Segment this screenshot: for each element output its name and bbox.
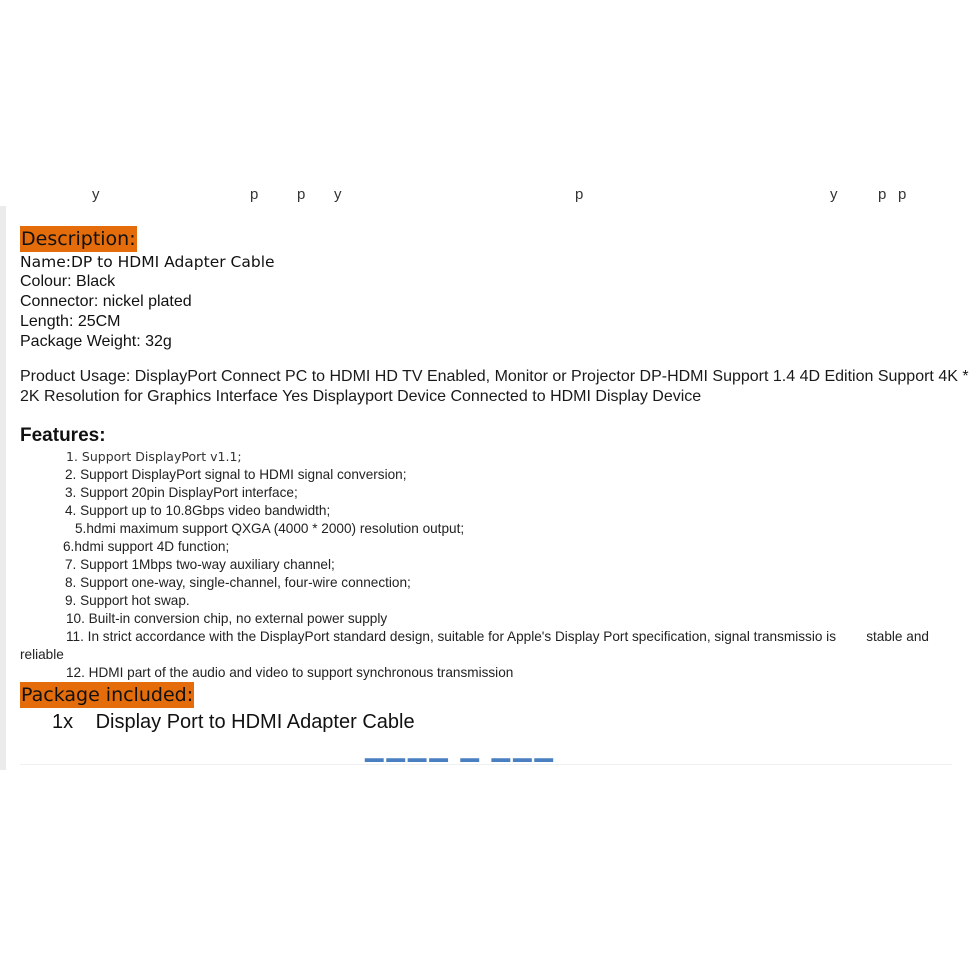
product-length: Length: 25CM xyxy=(20,313,121,330)
product-description xyxy=(20,226,972,735)
description-heading: Description: xyxy=(21,228,136,250)
product-usage: Product Usage: DisplayPort Connect PC to HDMI HD TV Enabled, Monitor or Projector DP-HDMI Support 1.4 4D Edition Support 4K * 2K Resolution for Graphics Interface Yes Displayport Device Connected to HDMI Display Device xyxy=(20,368,969,405)
feature-item: 7. Support 1Mbps two-way auxiliary channel; xyxy=(65,557,335,572)
feature-item: 3. Support 20pin DisplayPort interface; xyxy=(65,485,298,500)
package-heading: Package included: xyxy=(21,684,194,706)
feature-item: 10. Built-in conversion chip, no external power supply xyxy=(66,611,388,626)
feature-item: 4. Support up to 10.8Gbps video bandwidth; xyxy=(65,503,331,518)
feature-item: 12. HDMI part of the audio and video to support synchronous transmission xyxy=(66,665,514,680)
feature-item: 2. Support DisplayPort signal to HDMI signal conversion; xyxy=(65,467,407,482)
feature-item: 5.hdmi maximum support QXGA (4000 * 2000) resolution output; xyxy=(75,521,465,536)
feature-item: 8. Support one-way, single-channel, four-wire connection; xyxy=(65,575,411,590)
cropped-footer-text: ▔▔▔▔ ▔ ▔▔▔ xyxy=(365,760,556,787)
description-section xyxy=(20,226,972,407)
package-item-qty: 1x xyxy=(52,711,74,733)
product-name: Name:DP to HDMI Adapter Cable xyxy=(20,253,275,271)
package-section xyxy=(20,682,972,735)
cropped-footer-fragment xyxy=(20,760,952,787)
feature-item: 11. In strict accordance with the DisplayPort standard design, suitable for Apple's Display Port specification, signal transmissio is stable and reliable xyxy=(20,629,933,662)
features-heading: Features: xyxy=(20,425,106,446)
product-colour: Colour: Black xyxy=(20,273,116,290)
product-weight: Package Weight: 32g xyxy=(20,333,172,350)
package-item xyxy=(20,709,972,735)
feature-item: 6.hdmi support 4D function; xyxy=(63,539,230,554)
left-page-edge xyxy=(0,206,6,770)
features-list xyxy=(20,448,972,682)
package-item-name: Display Port to HDMI Adapter Cable xyxy=(95,711,415,733)
product-connector: Connector: nickel plated xyxy=(20,293,192,310)
feature-item: 1. Support DisplayPort v1.1; xyxy=(66,449,242,464)
feature-item: 9. Support hot swap. xyxy=(65,593,190,608)
cropped-text-line: y p p y p y p p xyxy=(92,186,907,203)
